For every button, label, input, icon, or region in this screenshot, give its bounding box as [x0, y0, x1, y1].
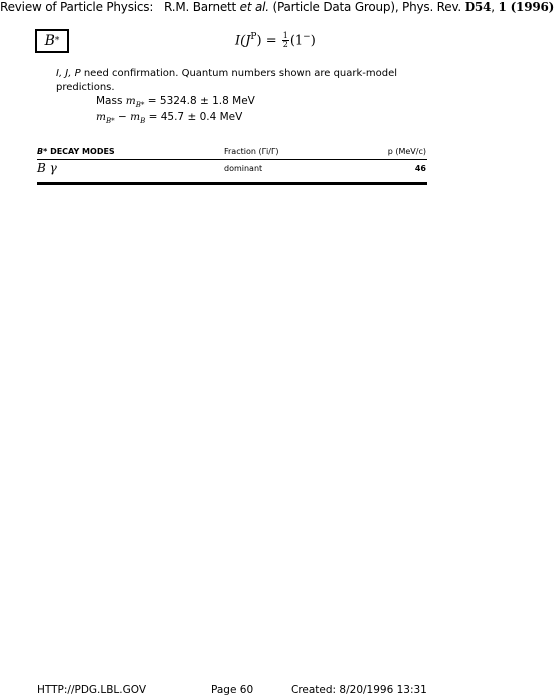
qn-prefix: I(J — [235, 33, 251, 49]
qn-sign: − — [303, 32, 311, 42]
diff-symbol-b: m — [130, 111, 141, 123]
mass-sub: B* — [135, 101, 145, 110]
et-al: et al. — [239, 0, 269, 14]
note-ijp: I, J, P — [56, 68, 81, 79]
frac-numerator: 1 — [282, 31, 288, 41]
col-header-fraction: Fraction (Γi/Γ) — [224, 147, 279, 156]
quantum-numbers — [235, 32, 316, 49]
diff-minus: − — [117, 111, 127, 123]
qn-mid: ) = — [256, 33, 277, 49]
decay-fraction: dominant — [224, 164, 263, 173]
particle-symbol: B — [44, 33, 55, 49]
footer-page: Page 60 — [211, 684, 254, 696]
page-header: Review of Particle Physics: R.M. Barnett et al. (Particle Data Group), Phys. Rev. D54, 1 (1996) — [0, 0, 554, 14]
col-mode-label: DECAY MODES — [50, 147, 115, 156]
col-header-momentum: p (MeV/c) — [387, 147, 426, 156]
diff-value: = 45.7 ± 0.4 MeV — [148, 111, 243, 123]
quantum-number-note — [56, 67, 436, 95]
mass-line — [96, 95, 255, 109]
col-mode-particle: B* — [37, 147, 48, 156]
table-header-rule — [37, 159, 427, 160]
page-ref: 1 (1996) — [498, 0, 554, 14]
footer-created: Created: 8/20/1996 13:31 — [291, 684, 427, 696]
particle-symbol-box — [35, 29, 69, 53]
mass-symbol: m — [125, 95, 136, 107]
qn-fraction — [282, 32, 289, 49]
footer-url[interactable]: HTTP://PDG.LBL.GOV — [37, 684, 147, 696]
qn-close: ) — [310, 33, 316, 49]
volume: D54 — [464, 0, 492, 14]
authors: R.M. Barnett — [164, 0, 237, 14]
particle-symbol-sup: * — [54, 36, 60, 46]
mass-value: = 5324.8 ± 1.8 MeV — [147, 95, 255, 107]
table-bottom-rule — [37, 182, 427, 185]
journal-name: Review of Particle Physics: — [0, 0, 154, 14]
diff-sub-a: B* — [105, 117, 115, 126]
frac-denominator: 2 — [282, 40, 288, 50]
col-header-modes — [37, 147, 115, 156]
decay-momentum: 46 — [414, 164, 426, 173]
diff-symbol-a: m — [96, 111, 106, 123]
mass-difference-line — [96, 111, 242, 125]
note-text: need confirmation. Quantum numbers shown are quark-model predictions. — [56, 68, 398, 93]
diff-sub-b: B — [140, 117, 146, 126]
decay-mode: B γ — [37, 161, 57, 175]
qn-sup: P — [250, 32, 257, 42]
qn-suffix: (1 — [289, 33, 304, 49]
group: (Particle Data Group), Phys. Rev. — [272, 0, 462, 14]
mass-label: Mass — [96, 95, 123, 107]
